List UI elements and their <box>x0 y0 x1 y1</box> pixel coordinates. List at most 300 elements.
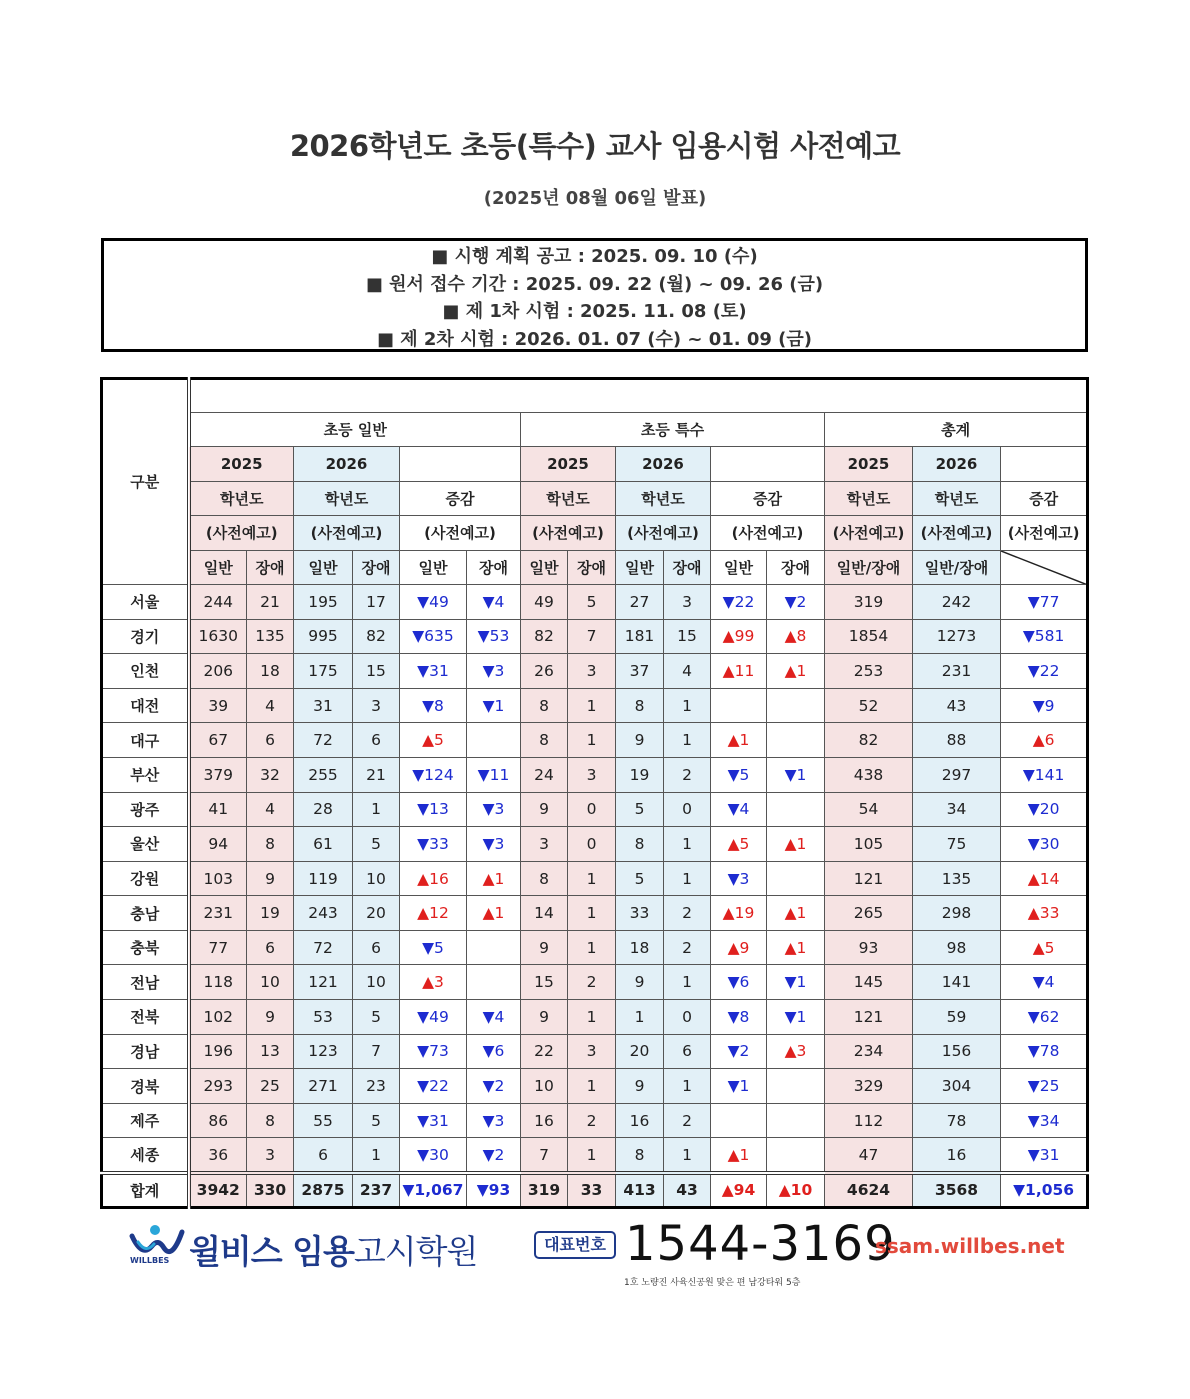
table-cell: ▼34 <box>1001 1103 1088 1138</box>
table-cell: ▼2 <box>467 1069 521 1104</box>
table-cell: ▲1 <box>767 654 825 689</box>
table-cell: ▼93 <box>467 1173 521 1208</box>
table-cell: ▼33 <box>400 827 467 862</box>
table-cell: 1 <box>568 861 616 896</box>
table-cell: 1 <box>664 1138 711 1173</box>
general-disabled-col-label: 일반/장애 <box>913 550 1001 584</box>
table-cell: 105 <box>825 827 913 862</box>
table-cell: 3 <box>568 1034 616 1069</box>
table-cell: 10 <box>521 1069 568 1104</box>
table-cell: 196 <box>189 1034 247 1069</box>
schedule-second-exam: ■ 제 2차 시험 : 2026. 01. 07 (수) ~ 01. 09 (금) <box>376 328 813 350</box>
region-name: 대전 <box>102 688 189 723</box>
table-cell: 319 <box>825 584 913 619</box>
table-cell: 297 <box>913 757 1001 792</box>
table-cell: 319 <box>521 1173 568 1208</box>
table-cell: 7 <box>521 1138 568 1173</box>
disabled-col-label: 장애 <box>568 550 616 584</box>
table-cell: 156 <box>913 1034 1001 1069</box>
table-cell: 206 <box>189 654 247 689</box>
table-cell: 2 <box>568 965 616 1000</box>
table-row <box>102 1103 1088 1138</box>
table-cell: ▼30 <box>1001 827 1088 862</box>
table-cell: ▼30 <box>400 1138 467 1173</box>
table-cell: ▼8 <box>711 1000 767 1035</box>
table-cell: ▲33 <box>1001 896 1088 931</box>
table-cell: 253 <box>825 654 913 689</box>
table-cell: ▼635 <box>400 619 467 654</box>
table-cell: 123 <box>294 1034 353 1069</box>
table-cell: 5 <box>616 861 664 896</box>
table-cell: 52 <box>825 688 913 723</box>
table-cell: 7 <box>353 1034 400 1069</box>
disabled-col-label: 장애 <box>467 550 521 584</box>
table-cell: 293 <box>189 1069 247 1104</box>
table-cell: 5 <box>616 792 664 827</box>
table-cell: 1 <box>568 723 616 758</box>
table-cell: 1 <box>353 792 400 827</box>
table-cell: 21 <box>353 757 400 792</box>
table-cell: 9 <box>521 1000 568 1035</box>
table-row <box>102 965 1088 1000</box>
table-cell: 329 <box>825 1069 913 1104</box>
table-cell: ▼22 <box>1001 654 1088 689</box>
table-cell: 9 <box>616 1069 664 1104</box>
year-2025-total: 2025 <box>825 447 913 481</box>
table-cell: 8 <box>616 688 664 723</box>
table-cell: 3 <box>247 1138 294 1173</box>
general-col-label: 일반 <box>400 550 467 584</box>
schedule-box <box>101 238 1088 352</box>
table-cell: 77 <box>189 930 247 965</box>
header-spacer <box>189 379 1088 413</box>
table-cell: ▲1 <box>767 827 825 862</box>
table-row <box>102 1034 1088 1069</box>
table-cell: ▲1 <box>467 861 521 896</box>
table-cell: 0 <box>664 1000 711 1035</box>
announcement-date: (2025년 08월 06일 발표) <box>483 188 707 209</box>
table-cell: ▼6 <box>711 965 767 1000</box>
table-cell: 15 <box>664 619 711 654</box>
table-cell: 34 <box>913 792 1001 827</box>
table-cell: ▼4 <box>467 1000 521 1035</box>
table-cell: ▲6 <box>1001 723 1088 758</box>
brand-name <box>189 1226 477 1273</box>
pre-notice-label: (사전예고) <box>1001 516 1088 550</box>
table-cell: 1 <box>568 1000 616 1035</box>
table-cell: 13 <box>247 1034 294 1069</box>
table-cell: 8 <box>247 827 294 862</box>
hakyeondo-label: 학년도 <box>616 481 711 515</box>
table-cell: 93 <box>825 930 913 965</box>
table-cell: 298 <box>913 896 1001 931</box>
disabled-col-label: 장애 <box>664 550 711 584</box>
table-cell: 33 <box>568 1173 616 1208</box>
table-cell: 1 <box>568 930 616 965</box>
table-cell <box>467 965 521 1000</box>
general-col-label: 일반 <box>521 550 568 584</box>
table-cell: 237 <box>353 1173 400 1208</box>
diagonal-line <box>1001 551 1086 584</box>
table-cell: 995 <box>294 619 353 654</box>
table-cell: ▲16 <box>400 861 467 896</box>
table-cell: 1 <box>568 896 616 931</box>
table-cell: ▼1 <box>467 688 521 723</box>
table-cell: ▼3 <box>467 654 521 689</box>
table-cell: ▲8 <box>767 619 825 654</box>
table-cell: ▼3 <box>711 861 767 896</box>
table-cell: 135 <box>913 861 1001 896</box>
table-cell: 2875 <box>294 1173 353 1208</box>
table-cell: 7 <box>568 619 616 654</box>
year-2026-general: 2026 <box>294 447 400 481</box>
table-cell: ▼9 <box>1001 688 1088 723</box>
table-cell: 26 <box>521 654 568 689</box>
table-cell: 27 <box>616 584 664 619</box>
table-cell: 2 <box>664 1103 711 1138</box>
table-cell: 1 <box>664 965 711 1000</box>
table-cell: 1 <box>664 827 711 862</box>
table-cell: ▼2 <box>467 1138 521 1173</box>
table-cell: 47 <box>825 1138 913 1173</box>
table-cell: 22 <box>521 1034 568 1069</box>
table-row <box>102 792 1088 827</box>
phone-number: 1544-3169 <box>625 1216 896 1272</box>
table-cell: 82 <box>353 619 400 654</box>
table-cell: ▼3 <box>467 1103 521 1138</box>
year-2025-special: 2025 <box>521 447 616 481</box>
table-cell: 9 <box>247 1000 294 1035</box>
table-cell: 15 <box>521 965 568 1000</box>
change-blank-general <box>400 447 521 481</box>
general-disabled-col-label: 일반/장애 <box>825 550 913 584</box>
table-cell: 5 <box>568 584 616 619</box>
region-name: 부산 <box>102 757 189 792</box>
table-cell: ▼31 <box>400 1103 467 1138</box>
table-cell: 6 <box>664 1034 711 1069</box>
table-cell: ▼11 <box>467 757 521 792</box>
table-cell: 36 <box>189 1138 247 1173</box>
table-cell: 61 <box>294 827 353 862</box>
region-name: 강원 <box>102 861 189 896</box>
table-cell: ▼20 <box>1001 792 1088 827</box>
table-cell: 21 <box>247 584 294 619</box>
year-2026-special: 2026 <box>616 447 711 481</box>
table-cell: ▲5 <box>711 827 767 862</box>
region-name: 경기 <box>102 619 189 654</box>
pre-notice-label: (사전예고) <box>825 516 913 550</box>
change-blank-total <box>1001 447 1088 481</box>
table-cell: 1 <box>664 723 711 758</box>
table-row <box>102 1069 1088 1104</box>
table-cell: 25 <box>247 1069 294 1104</box>
table-cell: 14 <box>521 896 568 931</box>
table-cell: 15 <box>353 654 400 689</box>
table-cell: ▲3 <box>767 1034 825 1069</box>
general-col-label: 일반 <box>711 550 767 584</box>
table-cell: 438 <box>825 757 913 792</box>
table-cell: 10 <box>353 861 400 896</box>
table-cell: ▼6 <box>467 1034 521 1069</box>
table-cell: ▼1 <box>767 965 825 1000</box>
table-cell: ▼31 <box>400 654 467 689</box>
table-cell: 9 <box>521 792 568 827</box>
disabled-col-label: 장애 <box>767 550 825 584</box>
table-cell: 8 <box>616 1138 664 1173</box>
table-cell: 2 <box>664 930 711 965</box>
table-cell: ▼78 <box>1001 1034 1088 1069</box>
table-cell: 6 <box>294 1138 353 1173</box>
table-cell <box>711 1103 767 1138</box>
table-row <box>102 861 1088 896</box>
table-row <box>102 723 1088 758</box>
table-cell: 1 <box>568 1138 616 1173</box>
rep-number-badge: 대표번호 <box>534 1231 616 1259</box>
table-cell: ▲14 <box>1001 861 1088 896</box>
table-cell: 10 <box>247 965 294 1000</box>
table-cell: 41 <box>189 792 247 827</box>
table-cell: 72 <box>294 723 353 758</box>
table-cell: 175 <box>294 654 353 689</box>
table-cell: ▼53 <box>467 619 521 654</box>
table-cell: ▼22 <box>400 1069 467 1104</box>
table-cell: 4 <box>664 654 711 689</box>
table-cell: 24 <box>521 757 568 792</box>
year-2026-total: 2026 <box>913 447 1001 481</box>
table-cell: 5 <box>353 827 400 862</box>
table-row <box>102 1138 1088 1173</box>
schedule-application: ■ 원서 접수 기간 : 2025. 09. 22 (월) ~ 09. 26 (금) <box>365 273 824 295</box>
table-cell: ▼13 <box>400 792 467 827</box>
table-cell: 2 <box>664 896 711 931</box>
change-blank-special <box>711 447 825 481</box>
table-cell <box>767 861 825 896</box>
table-cell: 181 <box>616 619 664 654</box>
total-label: 합계 <box>102 1173 189 1208</box>
table-cell: 19 <box>247 896 294 931</box>
table-cell: 1 <box>664 688 711 723</box>
table-row <box>102 619 1088 654</box>
table-cell: 1 <box>353 1138 400 1173</box>
table-cell: 17 <box>353 584 400 619</box>
table-cell: ▼3 <box>467 792 521 827</box>
pre-notice-label: (사전예고) <box>711 516 825 550</box>
region-name: 울산 <box>102 827 189 862</box>
table-cell: 9 <box>616 965 664 1000</box>
table-cell: 231 <box>913 654 1001 689</box>
schedule-first-exam: ■ 제 1차 시험 : 2025. 11. 08 (토) <box>442 301 747 322</box>
table-cell: 53 <box>294 1000 353 1035</box>
table-cell: 28 <box>294 792 353 827</box>
table-cell <box>767 1069 825 1104</box>
table-row <box>102 688 1088 723</box>
table-cell: 31 <box>294 688 353 723</box>
table-cell: 242 <box>913 584 1001 619</box>
table-cell: 67 <box>189 723 247 758</box>
table-cell: ▼4 <box>1001 965 1088 1000</box>
table-cell: 55 <box>294 1103 353 1138</box>
table-row <box>102 1000 1088 1035</box>
table-cell: 379 <box>189 757 247 792</box>
table-cell: 33 <box>616 896 664 931</box>
website-link[interactable]: ssam.willbes.net <box>875 1234 1065 1258</box>
table-cell: ▲19 <box>711 896 767 931</box>
table-cell: 265 <box>825 896 913 931</box>
table-cell: 3942 <box>189 1173 247 1208</box>
region-name: 인천 <box>102 654 189 689</box>
general-col-label: 일반 <box>616 550 664 584</box>
table-cell: 4 <box>247 792 294 827</box>
hakyeondo-label: 학년도 <box>913 481 1001 515</box>
table-cell: ▲12 <box>400 896 467 931</box>
brand-light: 고시학원 <box>353 1232 478 1271</box>
table-cell: 1 <box>664 861 711 896</box>
table-cell: 234 <box>825 1034 913 1069</box>
table-row <box>102 584 1088 619</box>
table-cell: 413 <box>616 1173 664 1208</box>
change-label: 증감 <box>1001 481 1088 515</box>
table-cell: ▼1,067 <box>400 1173 467 1208</box>
table-cell: 195 <box>294 584 353 619</box>
change-label: 증감 <box>711 481 825 515</box>
table-cell: 37 <box>616 654 664 689</box>
table-cell: 5 <box>353 1103 400 1138</box>
table-cell: 0 <box>568 827 616 862</box>
table-cell: ▲10 <box>767 1173 825 1208</box>
table-cell: 19 <box>616 757 664 792</box>
table-cell: 121 <box>294 965 353 1000</box>
table-cell <box>767 1103 825 1138</box>
pre-notice-label: (사전예고) <box>189 516 294 550</box>
table-cell: 9 <box>616 723 664 758</box>
pre-notice-label: (사전예고) <box>616 516 711 550</box>
table-cell: ▼5 <box>400 930 467 965</box>
hakyeondo-label: 학년도 <box>825 481 913 515</box>
table-cell: 1 <box>568 1069 616 1104</box>
table-cell: 1 <box>616 1000 664 1035</box>
table-cell: 1 <box>568 688 616 723</box>
table-cell: 9 <box>247 861 294 896</box>
table-cell: 94 <box>189 827 247 862</box>
table-cell: ▼5 <box>711 757 767 792</box>
table-cell: 118 <box>189 965 247 1000</box>
hakyeondo-label: 학년도 <box>189 481 294 515</box>
table-cell: 18 <box>247 654 294 689</box>
table-cell: 86 <box>189 1103 247 1138</box>
table-cell: 121 <box>825 861 913 896</box>
pre-notice-label: (사전예고) <box>913 516 1001 550</box>
year-2025-general: 2025 <box>189 447 294 481</box>
table-cell: ▲9 <box>711 930 767 965</box>
brand-main: 윌비스 임용 <box>189 1232 354 1271</box>
table-cell: ▲1 <box>767 930 825 965</box>
table-cell: ▼2 <box>767 584 825 619</box>
table-cell: 8 <box>247 1103 294 1138</box>
table-cell: 8 <box>521 861 568 896</box>
table-cell: 3 <box>353 688 400 723</box>
group-header-special: 초등 특수 <box>521 413 825 447</box>
table-cell: 244 <box>189 584 247 619</box>
table-cell: ▼1,056 <box>1001 1173 1088 1208</box>
table-cell: 20 <box>616 1034 664 1069</box>
table-cell: ▼8 <box>400 688 467 723</box>
disabled-col-label: 장애 <box>353 550 400 584</box>
table-cell: 103 <box>189 861 247 896</box>
schedule-notice: ■ 시행 계획 공고 : 2025. 09. 10 (수) <box>431 246 758 267</box>
table-cell: 75 <box>913 827 1001 862</box>
table-row <box>102 827 1088 862</box>
pre-notice-label: (사전예고) <box>521 516 616 550</box>
table-cell: 49 <box>521 584 568 619</box>
brand-sub: WILLBES <box>130 1256 170 1265</box>
table-cell: 16 <box>521 1103 568 1138</box>
table-cell: 72 <box>294 930 353 965</box>
table-cell: 1854 <box>825 619 913 654</box>
table-cell <box>767 792 825 827</box>
table-cell: ▲11 <box>711 654 767 689</box>
table-cell: 2 <box>568 1103 616 1138</box>
table-cell: 3 <box>664 584 711 619</box>
group-header-total: 총계 <box>825 413 1088 447</box>
table-cell: 0 <box>568 792 616 827</box>
table-cell: ▲1 <box>711 1138 767 1173</box>
region-name: 광주 <box>102 792 189 827</box>
table-cell: 4 <box>247 688 294 723</box>
table-cell: ▲1 <box>767 896 825 931</box>
table-cell: 145 <box>825 965 913 1000</box>
table-cell: 6 <box>247 723 294 758</box>
pre-notice-label: (사전예고) <box>294 516 400 550</box>
table-cell <box>711 688 767 723</box>
table-cell: ▲1 <box>467 896 521 931</box>
table-cell: 102 <box>189 1000 247 1035</box>
table-cell: ▼49 <box>400 1000 467 1035</box>
table-cell: 271 <box>294 1069 353 1104</box>
table-cell: 98 <box>913 930 1001 965</box>
general-col-label: 일반 <box>189 550 247 584</box>
table-cell <box>467 723 521 758</box>
table-cell: ▼22 <box>711 584 767 619</box>
table-cell: 23 <box>353 1069 400 1104</box>
table-cell: 6 <box>353 723 400 758</box>
table-cell <box>767 688 825 723</box>
region-name: 경남 <box>102 1034 189 1069</box>
table-cell: 3 <box>568 654 616 689</box>
recruitment-table <box>100 377 1089 1209</box>
table-cell: 8 <box>521 688 568 723</box>
table-row <box>102 930 1088 965</box>
hakyeondo-label: 학년도 <box>294 481 400 515</box>
table-cell: 3 <box>568 757 616 792</box>
region-name: 경북 <box>102 1069 189 1104</box>
table-cell: 255 <box>294 757 353 792</box>
table-cell: ▼73 <box>400 1034 467 1069</box>
table-cell: 43 <box>913 688 1001 723</box>
region-name: 제주 <box>102 1103 189 1138</box>
table-cell: 112 <box>825 1103 913 1138</box>
table-cell: 119 <box>294 861 353 896</box>
region-header: 구분 <box>102 379 189 585</box>
table-cell: 1 <box>664 1069 711 1104</box>
pre-notice-label: (사전예고) <box>400 516 521 550</box>
table-cell: ▼1 <box>767 1000 825 1035</box>
region-name: 서울 <box>102 584 189 619</box>
region-name: 전북 <box>102 1000 189 1035</box>
region-name: 전남 <box>102 965 189 1000</box>
recruitment-table-wrapper <box>100 377 1089 1209</box>
change-label: 증감 <box>400 481 521 515</box>
table-cell: 141 <box>913 965 1001 1000</box>
